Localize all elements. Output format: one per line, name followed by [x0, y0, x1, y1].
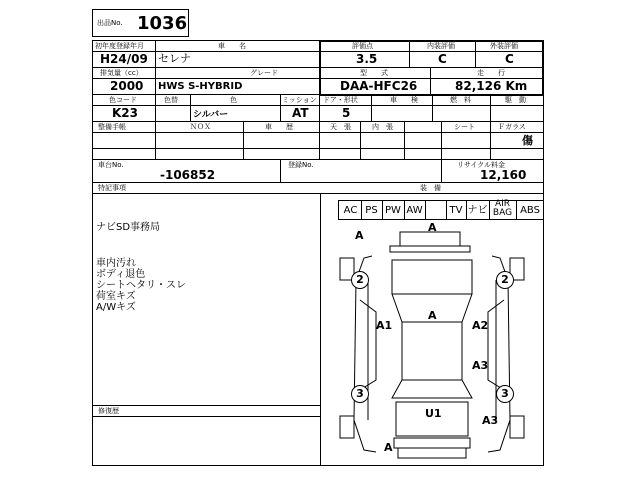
color-label: 色 — [230, 96, 237, 104]
equip-ac: AC — [343, 205, 358, 216]
transmission-label: ミッション — [282, 96, 317, 104]
grade-label: グレード — [250, 69, 278, 77]
mileage-label: 走 行 — [477, 69, 505, 77]
fuel-label: 燃 料 — [450, 96, 471, 104]
grade-value: HWS S-HYBRID — [158, 81, 243, 92]
interior-note: ボディ退色 — [96, 269, 146, 280]
mileage-value: 82,126 Km — [455, 79, 528, 93]
notes-line-1: ナビSD事務局 — [96, 222, 161, 233]
headliner-label: 天 張 — [330, 123, 351, 131]
equip-airbag: AIR BAG — [492, 199, 513, 218]
mark-front-left: A — [355, 229, 364, 242]
mark-trunk: U1 — [425, 407, 442, 420]
lot-number-box — [92, 9, 189, 37]
interior-note: A/Wキズ — [96, 302, 136, 313]
equip-abs: ABS — [520, 205, 540, 216]
color-code-label: 色コード — [109, 96, 137, 104]
chassis-no-value: -106852 — [160, 168, 216, 182]
lot-number-label: 出品No. — [97, 19, 123, 27]
wheel-rear-left: 3 — [351, 385, 369, 403]
score-label: 評価点 — [352, 42, 373, 50]
mark-front-left-fender: A1 — [376, 319, 393, 332]
front-glass-label: Ｆガラス — [498, 123, 526, 131]
front-glass-value: 傷 — [522, 134, 533, 147]
color-change-label: 色替 — [164, 96, 178, 104]
wheel-rear-right: 3 — [496, 385, 514, 403]
interior-note: 荷室キズ — [96, 291, 136, 302]
interior-notes-list — [96, 258, 186, 313]
door-shape-label: ドア・形状 — [323, 96, 358, 104]
equip-tv: TV — [449, 205, 463, 216]
nox-label: ＮＯＸ — [190, 123, 211, 131]
model-type-value: DAA-HFC26 — [340, 79, 418, 93]
car-diagram — [320, 220, 544, 466]
displacement-value: 2000 — [110, 79, 144, 93]
interior-trim-label: 内 張 — [372, 123, 393, 131]
equip-pw: PW — [385, 205, 401, 216]
mark-front-right-fender: A2 — [472, 319, 489, 332]
exterior-grade-label: 外装評価 — [490, 42, 518, 50]
equip-aw: AW — [406, 205, 423, 216]
interior-note: 車内汚れ — [96, 258, 136, 269]
model-type-label: 型 式 — [360, 69, 388, 77]
car-name-label: 車 名 — [218, 42, 246, 50]
equipment-title: 装 備 — [420, 184, 441, 192]
color-code-value: K23 — [112, 106, 138, 120]
interior-note: シートヘタリ・スレ — [96, 280, 186, 291]
notes-title: 特記事項 — [98, 184, 126, 192]
recycle-fee-label: リサイクル料金 — [457, 161, 506, 169]
inspection-label: 車 検 — [390, 96, 418, 104]
mark-hood: A — [428, 309, 437, 322]
recycle-fee-value: 12,160 — [480, 168, 527, 182]
mark-rear-bumper: A — [384, 441, 393, 454]
mark-front-bumper: A — [428, 221, 437, 234]
door-count-value: 5 — [342, 106, 351, 120]
registration-no-label: 登録No. — [288, 161, 314, 169]
lot-number-value: 1036 — [137, 13, 188, 34]
mark-rear-right-quarter: A3 — [482, 414, 499, 427]
exterior-grade-value: C — [505, 52, 514, 66]
displacement-label: 排気量（cc） — [100, 69, 143, 77]
drive-label: 駆 動 — [505, 96, 526, 104]
score-value: 3.5 — [356, 52, 378, 66]
first-registration-value: H24/09 — [100, 52, 148, 66]
repair-history-label: 修復歴 — [98, 407, 119, 415]
wheel-front-right: 2 — [496, 271, 514, 289]
interior-grade-label: 内装評価 — [427, 42, 455, 50]
car-name-value: セレナ — [158, 52, 191, 65]
color-value: シルバー — [193, 110, 229, 120]
equip-navi: ナビ — [467, 205, 488, 216]
mark-rear-right-door: A3 — [472, 359, 489, 372]
transmission-value: AT — [292, 106, 309, 120]
wheel-front-left: 2 — [351, 271, 369, 289]
service-book-label: 整備手帳 — [98, 123, 126, 131]
equip-ps: PS — [365, 205, 378, 216]
history-label: 車 歴 — [265, 123, 293, 131]
interior-grade-value: C — [438, 52, 447, 66]
first-registration-label: 初年度登録年月 — [95, 42, 144, 50]
chassis-no-label: 車台No. — [98, 161, 124, 169]
seat-label: シート — [454, 123, 475, 131]
